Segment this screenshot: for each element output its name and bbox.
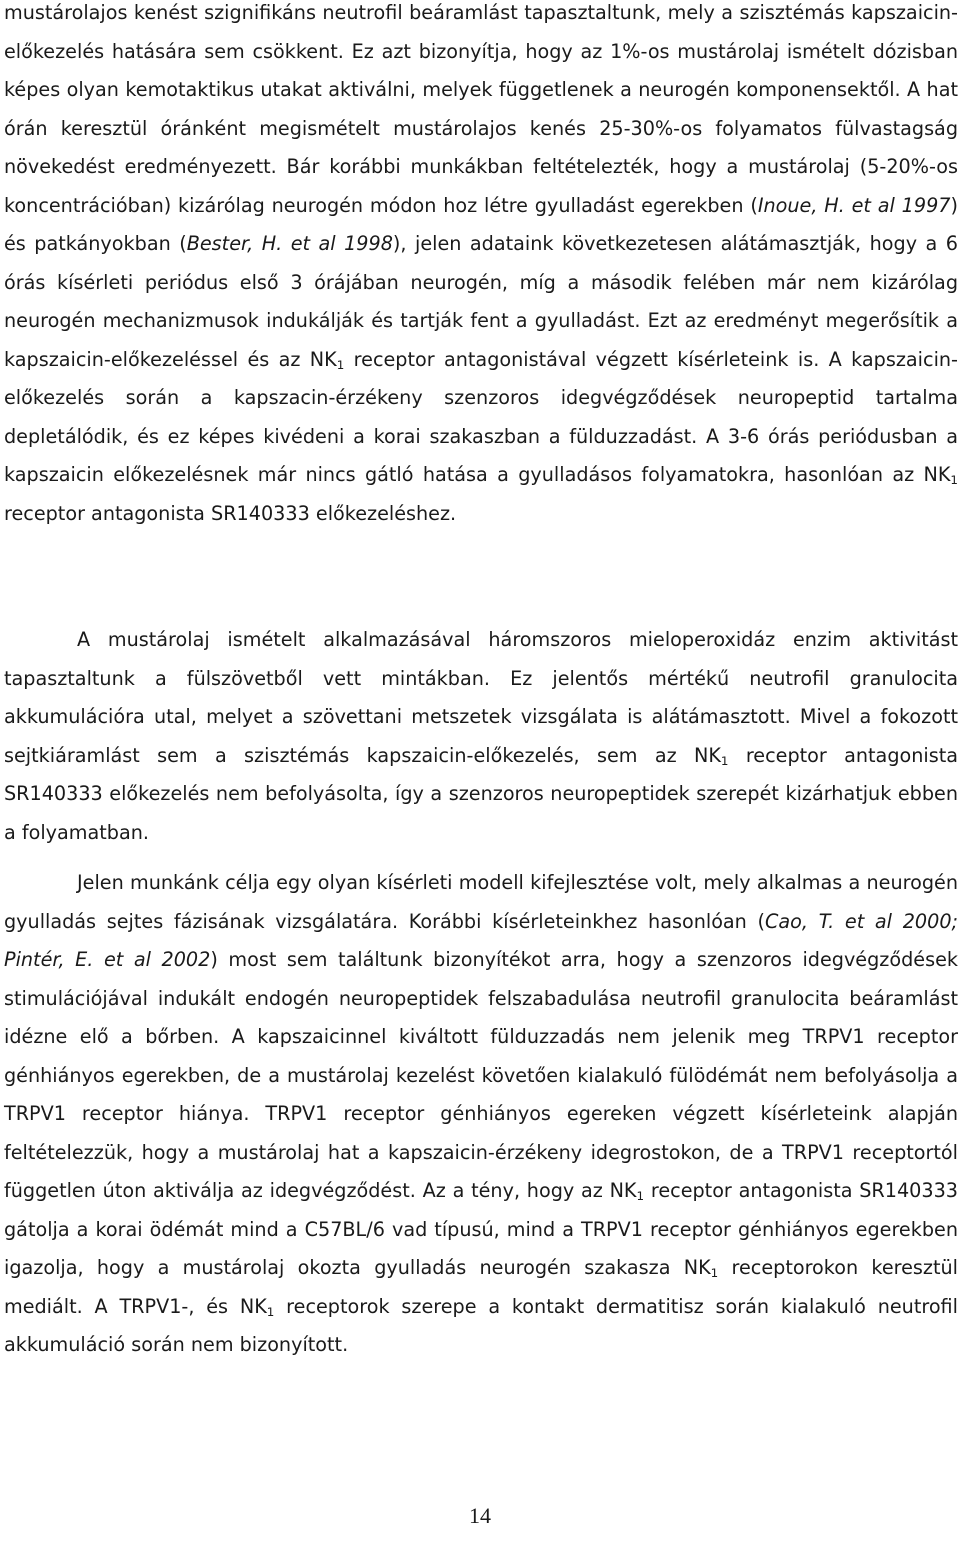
citation-text: Bester, H. et al 1998 xyxy=(186,232,393,255)
body-text: ) most sem találtunk bizonyítékot arra, hogy a szenzoros idegvégződések stimulációjával indukált endogén neuropeptidek felszabadulása neutrofil granulocita beáramlást idézne elő a bőrben. A kapszaicinnel kiváltott fülduzzadás nem jelenik meg TRPV1 receptor génhiányos egerekben, de a mustárolaj kezelést követően kialakuló fülödémát nem befolyásolja a TRPV1 receptor hiánya. TRPV1 receptor génhiányos egereken végzett kísérleteink alapján feltételezzük, hogy a mustárolaj hat a kapszaicin-érzékeny idegrostokon, de a TRPV1 receptortól független úton aktiválja az idegvégződést. Az a tény, hogy az NK xyxy=(4,948,958,1202)
paragraph-1 xyxy=(4,0,958,533)
citation-text: Inoue, H. et al 1997 xyxy=(757,193,951,217)
body-text: receptor antagonistával végzett kísérleteink is. A kapszaicin-előkezelés során a kapszacin-érzékeny szenzoros idegvégződések neuropeptid tartalma depletálódik, és ez képes kivédeni a korai szakaszban a fülduzzadást. A 3-6 órás periódusban a kapszaicin előkezelésnek már nincs gátló hatása a gyulladásos folyamatokra, hasonlóan az NK xyxy=(4,347,958,486)
subscript-text: 1 xyxy=(720,753,729,768)
subscript-text: 1 xyxy=(266,1304,275,1319)
body-text: receptor antagonista SR140333 gátolja a korai ödémát mind a C57BL/6 vad típusú, mind a TRPV1 receptor génhiányos egerekben igazolja, hogy a mustárolaj okozta gyulladás neurogén szakasza NK xyxy=(4,1179,958,1279)
body-text: receptorok szerepe a kontakt dermatitisz során kialakuló neutrofil akkumuláció során nem bizonyított. xyxy=(4,1294,958,1356)
body-text: A mustárolaj ismételt alkalmazásával háromszoros mieloperoxidáz enzim aktivitást tapasztaltunk a fülszövetből vett mintákban. Ez jelentős mértékű neutrofil granulocita akkumulációra utal, melyet a szövettani metszetek vizsgálata is alátámasztott. Mivel a fokozott sejtkiáramlást sem a szisztémás kapszaicin-előkezelés, sem az NK xyxy=(4,628,958,767)
subscript-text: 1 xyxy=(950,472,958,487)
subscript-text: 1 xyxy=(710,1265,719,1280)
body-text: receptor antagonista SR140333 előkezeléshez. xyxy=(4,501,457,525)
paragraph-2 xyxy=(4,621,958,852)
body-text: receptorokon keresztül mediált. A TRPV1-, és NK xyxy=(4,1256,958,1318)
subscript-text: 1 xyxy=(636,1188,645,1203)
body-text: ), jelen adataink következetesen alátámasztják, hogy a 6 órás kísérleti periódus első 3 órájában neurogén, míg a második felében már nem kizárólag neurogén mechanizmusok indukálják és tartják fent a gyulladást. Ezt az eredményt megerősítik a kapszaicin-előkezeléssel és az NK xyxy=(4,232,958,371)
body-text: receptor antagonista SR140333 előkezelés nem befolyásolta, így a szenzoros neuropeptidek szerepét kizárhatjuk ebben a folyamatban. xyxy=(4,743,959,844)
paragraph-3 xyxy=(4,864,958,1365)
body-text: mustárolajos kenést szignifikáns neutrofil beáramlást tapasztaltunk, mely a szisztémás kapszaicin-előkezelés hatására sem csökkent. Ez azt bizonyítja, hogy az 1%-os mustárolaj ismételt dózisban képes olyan kemotaktikus utakat aktiválni, melyek függetlenek a neurogén komponensektől. A hat órán keresztül óránként megismételt mustárolajos kenés 25-30%-os folyamatos fülvastagság növekedést eredményezett. Bár korábbi munkákban feltételezték, hogy a mustárolaj (5-20%-os koncentrációban) kizárólag neurogén módon hoz létre gyulladást egerekben ( xyxy=(4,1,958,217)
body-text: ) és patkányokban ( xyxy=(4,193,958,255)
body-text: Jelen munkánk célja egy olyan kísérleti modell kifejlesztése volt, mely alkalmas a neurogén gyulladás sejtes fázisának vizsgálatára. Korábbi kísérleteinkhez hasonlóan ( xyxy=(4,871,958,933)
subscript-text: 1 xyxy=(336,357,345,372)
page-number: 14 xyxy=(469,1503,491,1528)
citation-text: Cao, T. et al 2000; Pintér, E. et al 2002 xyxy=(4,909,958,971)
